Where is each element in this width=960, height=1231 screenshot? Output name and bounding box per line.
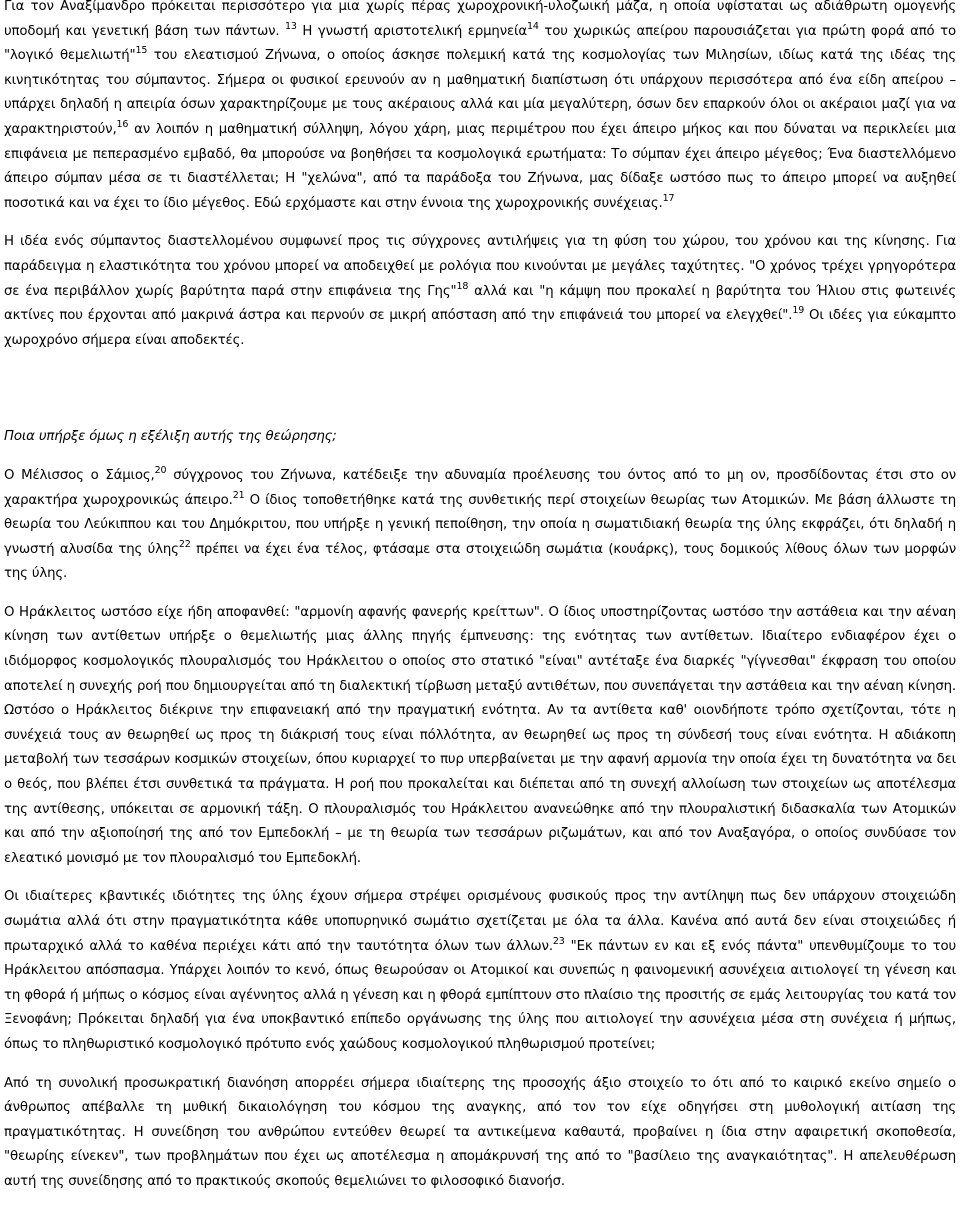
paragraph-gap bbox=[4, 216, 956, 230]
section-gap bbox=[4, 353, 956, 425]
paragraph-gap bbox=[4, 450, 956, 464]
text-segment: Οι ιδιαίτερες κβαντικές ιδιότητες της ύλης έχουν σήμερα στρέψει ορισμένους φυσικούς προς την αντίληψη πως δεν υπάρχουν στοιχειώδη σωμάτια αλλά ότι στην πραγματικότητα κάθε υποπυρηνικό σωμάτιο σχετίζεται με όλα τα άλλα. Κανένα από αυτά δεν είναι στοιχειώδες ή πρωταρχικό αλλά το καθένα περιέχει κάτι από την ταυτότητα όλων των άλλων. bbox=[4, 889, 956, 954]
text-segment: Ο Ηράκλειτος ωστόσο είχε ήδη αποφανθεί: "αρμονίη αφανής φανερής κρείττων". Ο ίδιος υποστηρίζοντας ωστόσο την αστάθεια και την αέναη κίνηση των αντίθετων υπήρξε ο θεμελιωτής μιας άλλης πηγής έμπνευσης: της ενότητας των αντίθετων. Ιδιαίτερο ενδιαφέρον έχει ο ιδιόμορφος κοσμολογικός πλουραλισμός του Ηράκλειτου ο οποίος στο στατικό "είναι" αντέταξε ένα διαρκές "γίγνεσθαι" έκφραση του οποίου αποτελεί η συνεχής ροή που δημιουργείται από τη διαλεκτική τίρβωση μεταξύ αντιθέτων, που συνεπάγεται την αστάθεια και την αέναη κίνηση. Ωστόσο ο Ηράκλειτος διέκρινε την επιφανειακή από την πραγματική ενότητα. Αν τα αντίθετα καθ' οιονδήποτε τρόπο σχετίζονται, τότε η συνέχειά τους αν θεωρηθεί ως προς τη διάκρισή τους είναι πόλλότητα, αν θεωρηθεί ως προς τη σύνδεσή τους είναι ενότητα. Η αδιάκοπη μεταβολή των τεσσάρων κοσμικών στοιχείων, όπου κυριαρχεί το πυρ υπερβαίνεται με την αφανή αρμονία την οποία έχει τη δυνατότητα να δει ο θεός, που βλέπει έτσι συνθετικά τα πράγματα. Η ροή που προκαλείται και διέπεται από τη συνεχή αλλοίωση των στοιχείων ως αποτέλεσμα της αντίθεσης, υπόκειται σε αρμονική τάξη. Ο πλουραλισμός του Ηράκλειτου ανανεώθηκε από την πλουραλιστική διδασκαλία των Ατομικών και από την αξιοποίησή της από τον Εμπεδοκλή – με τη θεωρία των τεσσάρων ριζωμάτων, και από τον Αναξαγόρα, ο οποίος συνδύασε τον ελεατικό μονισμό με τον πλουραλισμό του Εμπεδοκλή. bbox=[4, 604, 956, 866]
text-segment: Η ιδέα ενός σύμπαντος διαστελλομένου συμφωνεί προς τις σύγχρονες αντιλήψεις για τη φύση του χώρου, του χρόνου και της κίνησης. Για παράδειγμα η ελαστικότητα του χρόνου μπορεί να αποδειχθεί με ρολόγια που κινούνται με μεγάλες ταχύτητες. "Ο χρόνος τρέχει γρηγορότερα σε ένα περιβάλλον χωρίς βαρύτητα παρά στην επιφάνεια της Γης" bbox=[4, 234, 956, 299]
text-segment: του ελεατισμού Ζήνωνα, ο οποίος άσκησε πολεμική κατά της κοσμολογίας των Μιλησίων, ιδίως κατά της ιδέας της κινητικότητας του σύμπαντος. Σήμερα οι φυσικοί ερευνούν αν η μαθηματική διαπίστωση ότι υπάρχουν περισσότερα από ένα είδη απείρου – υπάρχει δηλαδή η απειρία όσων χαρακτηρίζουμε με τους ακέραιους αλλά και μία μεγαλύτερη, όσων δεν επαρκούν όλοι οι ακέραιοι μαζί για να χαρακτηριστούν, bbox=[4, 48, 956, 137]
paragraph-expanding-universe bbox=[4, 230, 956, 353]
text-segment: Για τον Αναξίμανδρο πρόκειται περισσότερο για μια χωρίς πέρας χωροχρονική-υλοζωική μάζα, η οποία υφίσταται ως αδιάθρωτη ομογενής υποδομή και γενετική βάση των πάντων. bbox=[4, 0, 956, 39]
paragraph-gap bbox=[4, 871, 956, 885]
text-segment: Από τη συνολική προσωκρατική διανόηση απορρέει σήμερα ιδιαίτερης της προσοχής άξιο στοιχείο το ότι από το καιρικό εκείνο σημείο ο άνθρωπος απέβαλλε τη μυθική δικαιολόγηση του κόσμου της αναγκης, από τον τον είχε οδηγήσει στη μυθολογική αιτίαση της πραγματικότητας. Η συνείδηση του ανθρώπου εντεύθεν θεωρεί τα αντικείμενα καθαυτά, προβαίνει η ίδια στην αφαιρετική σκοποθεσία, "θεωρίης είνεκεν", των προβλημάτων που έχει ως αποτέλεσμα η απομάκρυνσή της από το "βασίλειο της αναγκαιότητας". Η απελευθέρωση αυτή της συνείδησης από το πρακτικούς σκοπούς θεμελιώνει το φιλοσοφικό διανοήσ. bbox=[4, 1075, 956, 1189]
footnote-ref-18[interactable]: 18 bbox=[456, 280, 469, 292]
text-segment: "Εκ πάντων εν και εξ ενός πάντα" υπενθυμίζουμε το του Ηράκλειτου απόσπασμα. Υπάρχει λοιπόν το κενό, όπως θεωρούσαν οι Ατομικοί και συνεπώς η φαινομενική ασυνέχεια αιτιολογεί τη γένεση και τη φθορά ή μήπως ο κόσμος είναι αγέννητος αλλά η γένεση και η φθορά εμπίπτουν στο πλαίσιο της προσιτής σε εμάς λειτουργίας του κατά τον Ξενοφάνη; Πρόκειται δηλαδή για ένα υποκβαντικό επίπεδο οργάνωσης της ύλης που αιτιολογεί την ασυνέχεια μέσα στη συνέχεια ή μήπως, όπως το πληθωριστικό κοσμολογικό πρότυπο ενός χαώδους κοσμολογικού πληθωρισμού προτείνει; bbox=[4, 938, 956, 1052]
footnote-ref-20[interactable]: 20 bbox=[154, 464, 167, 476]
footnote-ref-15[interactable]: 15 bbox=[135, 45, 148, 57]
paragraph-heraclitus bbox=[4, 601, 956, 872]
footnote-ref-23[interactable]: 23 bbox=[552, 935, 565, 947]
footnote-ref-16[interactable]: 16 bbox=[116, 118, 129, 130]
paragraph-quantum bbox=[4, 885, 956, 1057]
text-segment: σύγχρονος του Ζήνωνα, κατέδειξε την αδυναμία προέλευσης του όντος από το μη ον, προσδίδοντας έτσι στο ον χαρακτήρα χωροχρονικώς άπειρο. bbox=[4, 467, 956, 508]
paragraph-melissus bbox=[4, 464, 956, 587]
paragraph-gap bbox=[4, 587, 956, 601]
footnote-ref-21[interactable]: 21 bbox=[232, 489, 245, 501]
text-segment: του χωρικώς απείρου παρουσιάζεται για πρώτη φορά από το "λογικό θεμελιωτή" bbox=[4, 23, 956, 64]
footnote-ref-14[interactable]: 14 bbox=[526, 20, 539, 32]
paragraph-presocratic bbox=[4, 1072, 956, 1195]
paragraph-gap bbox=[4, 1058, 956, 1072]
section-question-heading: Ποια υπήρξε όμως η εξέλιξη αυτής της θεώρησης; bbox=[4, 429, 337, 445]
footnote-ref-22[interactable]: 22 bbox=[178, 538, 191, 550]
paragraph-anaximander bbox=[4, 0, 956, 216]
text-segment: Ο ίδιος τοποθετήθηκε κατά της συνθετικής περί στοιχείων θεωρίας των Ατομικών. Με βάση άλλωστε τη θεωρία του Λεύκιππου και του Δημόκριτου, που υπήρξε η γενική πεποίθηση, την οποία η σωματιδιακή θεωρία της ύλης εκφράζει, ότι δηλαδή η γνωστή αλυσίδα της ύλης bbox=[4, 492, 956, 557]
text-segment: αλλά και "η κάμψη που προκαλεί η βαρύτητα του Ήλιου στις φωτεινές ακτίνες που έρχονται από μακρινά άστρα και περνούν σε μικρή απόσταση από την επιφάνειά του μπορεί να ελεγχθεί". bbox=[4, 283, 956, 324]
text-segment: πρέπει να έχει ένα τέλος, φτάσαμε στα στοιχειώδη σωμάτια (κουάρκς), τους δομικούς λίθους όλων των μορφών της ύλης. bbox=[4, 541, 956, 582]
text-segment: αν λοιπόν η μαθηματική σύλληψη, λόγου χάρη, μιας περιμέτρου που έχει άπειρο μήκος και που δύναται να περικλείει μια επιφάνεια με πεπερασμένο εμβαδό, θα μπορούσε να βοηθήσει τα κοσμολογικά ερωτήματα: Το σύμπαν έχει άπειρο μέγεθος; Ένα διαστελλόμενο άπειρο σύμπαν μέσα σε τι διαστέλλεται; Η "χελώνα", από τα παράδοξα του Ζήνωνα, μας δίδαξε ωστόσο πως το άπειρο μπορεί να αυξηθεί ποσοτικά και να έχει το ίδιο μέγεθος. Εδώ ερχόμαστε και στην έννοια της χωροχρονικής συνέχειας. bbox=[4, 121, 956, 211]
footnote-ref-13[interactable]: 13 bbox=[285, 20, 297, 32]
text-segment: Η γνωστή αριστοτελική ερμηνεία bbox=[296, 23, 527, 39]
text-segment: Ο Μέλισσος ο Σάμιος, bbox=[4, 467, 155, 483]
footnote-ref-17[interactable]: 17 bbox=[662, 192, 675, 204]
text-segment: Οι ιδέες για εύκαμπτο χωροχρόνο σήμερα είναι αποδεκτές. bbox=[4, 308, 956, 348]
footnote-ref-19[interactable]: 19 bbox=[792, 305, 805, 317]
